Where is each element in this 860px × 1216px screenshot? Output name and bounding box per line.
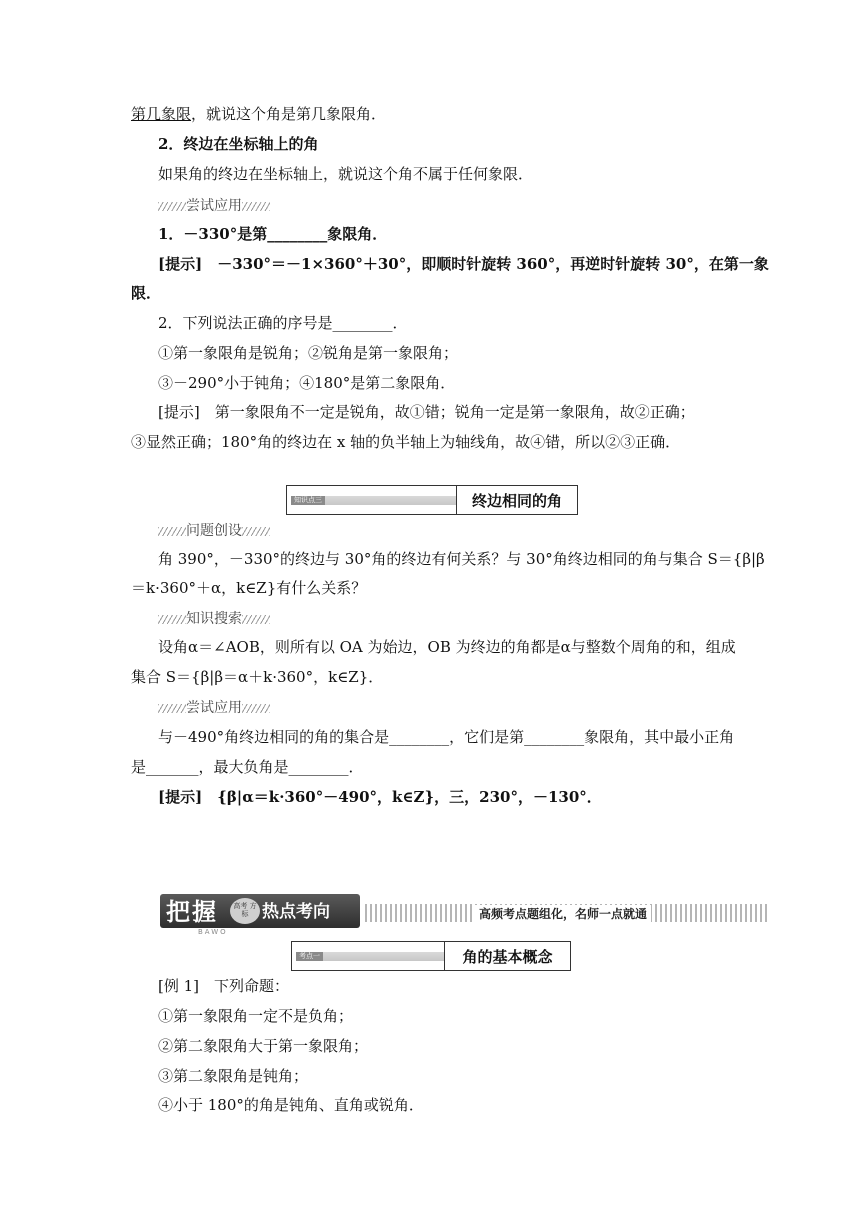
example-option: ④小于 180°的角是钝角、直角或锐角． <box>158 1096 424 1114</box>
paragraph-line: 集合 S＝{β|β＝α＋k·360°，k∈Z}． <box>131 668 384 686</box>
section-label-text: 问题创设 <box>186 523 242 539</box>
hatch-decoration <box>158 615 186 624</box>
banner-slogan: 高频考点题组化，名师一点就通 <box>475 905 651 922</box>
paragraph-line: 是_______，最大负角是________． <box>131 758 364 776</box>
box-bar <box>323 952 444 961</box>
text-line <box>131 104 386 124</box>
text-line: 如果角的终边在坐标轴上，就说这个角不属于任何象限． <box>158 165 534 183</box>
banner-pinyin: BAWO <box>198 928 228 936</box>
hatch-decoration <box>158 202 186 211</box>
hint-1: [提示] －330°＝－1×360°＋30°，即顺时针旋转 360°，再逆时针旋转 30°，在第一象 <box>158 255 769 273</box>
hatch-decoration <box>242 704 270 713</box>
box-tag-area <box>287 486 456 514</box>
section-label-search <box>158 608 270 628</box>
paragraph-line: 设角α＝∠AOB，则所有以 OA 为始边，OB 为终边的角都是α与整数个周角的和，组成 <box>158 638 736 656</box>
paragraph-line: 角 390°，－330°的终边与 30°角的终边有何关系？与 30°角终边相同的角与集合 S＝{β|β <box>158 550 765 568</box>
hint-2-cont: ③显然正确；180°角的终边在 x 轴的负半轴上为轴线角，故④错，所以②③正确． <box>131 433 681 451</box>
section-label-text: 尝试应用 <box>186 700 242 716</box>
hatch-decoration <box>158 704 186 713</box>
hot-topics-banner <box>160 892 770 936</box>
text-fragment: ，就说这个角是第几象限角． <box>191 105 387 123</box>
section-label-text: 知识搜索 <box>186 611 242 627</box>
section-label-try <box>158 697 270 717</box>
knowledge-point-box <box>286 485 578 515</box>
box-bar <box>325 496 456 505</box>
hatch-decoration <box>242 202 270 211</box>
hint-1-cont: 限． <box>131 284 162 302</box>
exam-point-box <box>291 941 571 971</box>
example-option: ③第二象限角是钝角； <box>158 1067 309 1085</box>
question-2: 2．下列说法正确的序号是________． <box>158 314 408 332</box>
example-1: [例 1] 下列命题： <box>158 977 290 995</box>
banner-subtitle: 热点考向 <box>262 902 330 922</box>
underlined-term: 第几象限 <box>131 105 192 123</box>
paragraph-line: 与－490°角终边相同的角的集合是________，它们是第________象限角，其中最小正角 <box>158 728 735 746</box>
section-label-text: 尝试应用 <box>186 198 242 214</box>
hint-3: [提示] {β|α＝k·360°－490°，k∈Z}，三，230°，－130°． <box>158 788 602 806</box>
question-2-options: ③－290°小于钝角；④180°是第二象限角． <box>158 374 456 392</box>
hatch-decoration <box>242 615 270 624</box>
question-2-options: ①第一象限角是锐角；②锐角是第一象限角； <box>158 344 459 362</box>
banner-title: 把握 <box>166 898 218 926</box>
box-title: 终边相同的角 <box>456 486 577 514</box>
example-option: ①第一象限角一定不是负角； <box>158 1007 354 1025</box>
question-1: 1．－330°是第________象限角． <box>158 225 388 243</box>
box-tag: 知识点三 <box>291 496 325 505</box>
hint-2: [提示] 第一象限角不一定是锐角，故①错；锐角一定是第一象限角，故②正确； <box>158 403 695 421</box>
hatch-decoration <box>242 527 270 536</box>
box-tag-area <box>292 942 444 970</box>
banner-circle: 高考 方标 <box>230 898 260 924</box>
section-label-try <box>158 195 270 215</box>
box-tag: 考点一 <box>296 952 323 961</box>
paragraph-line: ＝k·360°＋α，k∈Z}有什么关系？ <box>131 579 367 597</box>
example-option: ②第二象限角大于第一象限角； <box>158 1037 369 1055</box>
hatch-decoration <box>158 527 186 536</box>
box-title: 角的基本概念 <box>444 942 570 970</box>
section-label-issue <box>158 520 270 540</box>
subheading: 2．终边在坐标轴上的角 <box>158 135 319 153</box>
